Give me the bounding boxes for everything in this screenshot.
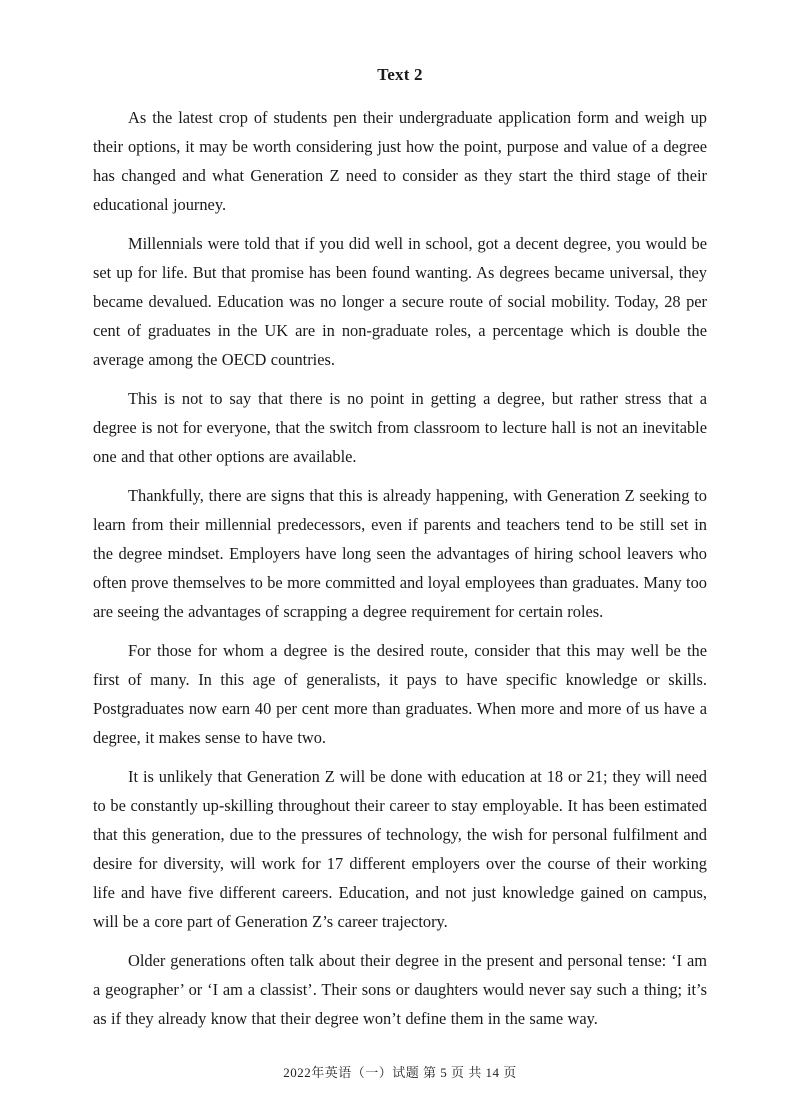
passage-body [93,103,707,1043]
paragraph-1: As the latest crop of students pen their undergraduate application form and weigh up their options, it may be worth considering just how the point, purpose and value of a degree has changed and what Generation Z need to consider as they start the third stage of their educational journey. [93,108,707,214]
page-footer: 2022年英语（一）试题 第 5 页 共 14 页 [283,1065,517,1080]
paragraph-5: For those for whom a degree is the desired route, consider that this may well be the first of many. In this age of generalists, it pays to have specific knowledge or skills. Postgraduates now earn 40 per cent more than graduates. When more and more of us have a degree, it makes sense to have two. [93,641,707,747]
page-title: Text 2 [377,65,423,84]
paragraph-2: Millennials were told that if you did well in school, got a decent degree, you would be set up for life. But that promise has been found wanting. As degrees became universal, they became devalued. Education was no longer a secure route of social mobility. Today, 28 per cent of graduates in the UK are in non-graduate roles, a percentage which is double the average among the OECD countries. [93,234,707,369]
paragraph-4: Thankfully, there are signs that this is already happening, with Generation Z seeking to learn from their millennial predecessors, even if parents and teachers tend to be still set in the degree mindset. Employers have long seen the advantages of hiring school leavers who often prove themselves to be more committed and loyal employees than graduates. Many too are seeing the advantages of scrapping a degree requirement for certain roles. [93,486,707,621]
paragraph-3: This is not to say that there is no point in getting a degree, but rather stress that a degree is not for everyone, that the switch from classroom to lecture hall is not an inevitable one and that other options are available. [93,389,707,466]
paragraph-7: Older generations often talk about their degree in the present and personal tense: ‘I am a geographer’ or ‘I am a classist’. Their sons or daughters would never say such a thing; it’s as if they already know that their degree won’t define them in the same way. [93,951,707,1028]
paragraph-6: It is unlikely that Generation Z will be done with education at 18 or 21; they will need to be constantly up-skilling throughout their career to stay employable. It has been estimated that this generation, due to the pressures of technology, the wish for personal fulfilment and desire for diversity, will work for 17 different employers over the course of their working life and have five different careers. Education, and not just knowledge gained on campus, will be a core part of Generation Z’s career trajectory. [93,767,707,931]
